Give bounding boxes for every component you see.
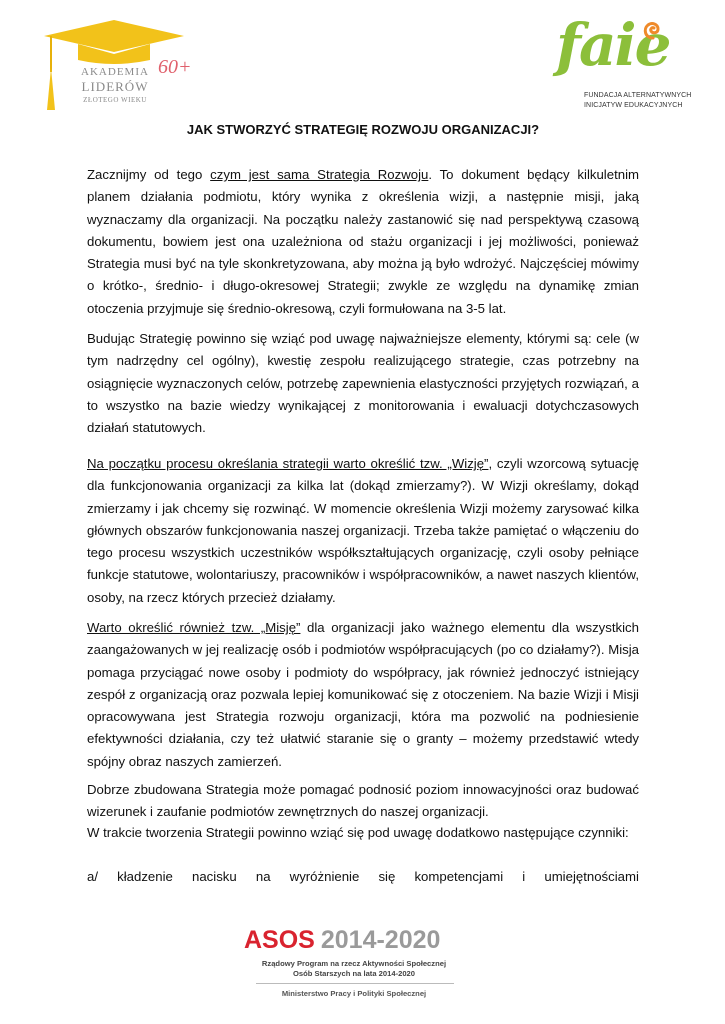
paragraph-text: , czyli wzorcową sytuację dla funkcjonowania organizacji za kilka lat (dokąd zmierzamy?). W Wizji określamy, dokąd zmierzamy i jak chcemy się rozwinąć. W momencie określenia Wizji możemy zarysować kilka głównych obszarów funkcjonowania naszej organizacji. Trzeba także pamiętać o włączeniu do tego procesu wszystkich uczestników współkształtujących organizację, czyli osoby pełniące funkcje statutowe, wolontariuszy, pracowników i współpracowników, a nawet naszych klientów, osoby, na rzecz których przecież działamy. bbox=[87, 456, 639, 605]
asos-wordmark bbox=[244, 928, 440, 953]
word: nacisku bbox=[192, 869, 237, 884]
paragraph-strategy-definition bbox=[87, 164, 639, 320]
document-title: JAK STWORZYĆ STRATEGIĘ ROZWOJU ORGANIZACJI? bbox=[186, 122, 540, 137]
logo-line-zlotego-wieku: ZŁOTEGO WIEKU bbox=[83, 96, 147, 104]
paragraph-text: Zacznijmy od tego bbox=[87, 167, 211, 182]
akademia-liderow-logo bbox=[36, 14, 196, 114]
underlined-phrase: Na początku procesu określania strategii warto określić tzw. „Wizję” bbox=[87, 456, 489, 471]
logo-badge-60: 60+ bbox=[158, 56, 192, 78]
word: umiejętnościami bbox=[544, 869, 639, 884]
faie-subtitle-2: INICJATYW EDUKACYJNYCH bbox=[584, 102, 683, 109]
word: się bbox=[378, 869, 396, 884]
word: kompetencjami bbox=[414, 869, 504, 884]
logo-line-akademia: AKADEMIA bbox=[81, 66, 149, 78]
logo-line-liderow: LIDERÓW bbox=[81, 79, 149, 94]
paragraph-benefits: Dobrze zbudowana Strategia może pomagać podnosić poziom innowacyjności oraz budować wizerunek i zaufanie podmiotów zewnętrznych do naszej organizacji. bbox=[87, 782, 639, 820]
faie-logo bbox=[548, 10, 698, 114]
paragraph-factor-a bbox=[87, 866, 639, 888]
word: na bbox=[255, 869, 271, 884]
word: wyróżnienie bbox=[289, 869, 360, 884]
paragraph-vision bbox=[87, 453, 639, 609]
asos-label: ASOS bbox=[244, 926, 315, 954]
underlined-phrase: czym jest sama Strategia Rozwoju bbox=[210, 167, 429, 182]
paragraph-text: dla organizacji jako ważnego elementu dla wszystkich zaangażowanych w jej realizację osób i podmiotów współpracujących (po co działamy?). Misja pomaga przyciągać nowe osoby i podmioty do współpracy, jak również jednoczyć istniejący zespół z organizacją oraz pozwala lepiej komunikować się z otoczeniem. Na bazie Wizji i Misji opracowywana jest Strategia rozwoju organizacji, która ma pozwolić na podniesienie efektywności działania, czy też ułatwić staranie się o granty – możemy przedstawić wtedy spójny obraz naszych zamierzeń. bbox=[87, 620, 639, 769]
faie-subtitle-1: FUNDACJA ALTERNATYWNYCH bbox=[584, 92, 692, 99]
ministry-name: Ministerstwo Pracy i Polityki Społecznej bbox=[281, 989, 427, 998]
paragraph-factors-intro: W trakcie tworzenia Strategii powinno wziąć się pod uwagę dodatkowo następujące czynniki: bbox=[87, 825, 629, 840]
paragraph-strategy-elements: Budując Strategię powinno się wziąć pod uwagę najważniejsze elementy, którymi są: cele (w tym nadrzędny cel ogólny), kwestię zespołu realizującego strategie, czas potrzebny na osiągnięcie wyznaczonych celów, potrzebę zapewnienia elastyczności przyjętych rozwiązań, a to wszystko na bazie wiedzy wynikającej z monitorowania i ewaluacji dotychczasowych działań statutowych. bbox=[87, 331, 639, 436]
asos-years: 2014-2020 bbox=[320, 926, 441, 954]
asos-program-line-1: Rządowy Program na rzecz Aktywności Społecznej bbox=[261, 959, 447, 968]
paragraph-mission bbox=[87, 617, 639, 773]
asos-program-line-2: Osób Starszych na lata 2014-2020 bbox=[293, 969, 415, 978]
word: kładzenie bbox=[117, 869, 173, 884]
asos-footer-logo bbox=[230, 928, 470, 1008]
word: a/ bbox=[87, 869, 98, 884]
underlined-phrase: Warto określić również tzw. „Misję” bbox=[87, 620, 301, 635]
footer-divider bbox=[256, 983, 454, 984]
factor-a-line bbox=[87, 866, 639, 888]
faie-wordmark: faie bbox=[556, 11, 670, 79]
paragraph-text: . To dokument będący kilkuletnim planem działania podmiotu, który wynika z określenia wizji, a następnie misji, jaką wyznaczamy dla organizacji. Na początku należy zastanowić się nad perspektywą czasową dokumentu, bowiem jest ona uzależniona od stażu organizacji i jej możliwości, ponieważ Strategia musi być na tyle skonkretyzowana, aby można ją było wdrożyć. Najczęściej mówimy o krótko-, średnio- i długo-okresowej Strategii; zwykle ze względu na dynamikę zmian otoczenia przyjmuje się średnio-okresową, czyli formułowana na 3-5 lat. bbox=[87, 167, 639, 316]
word: i bbox=[522, 869, 526, 884]
swirl-icon bbox=[640, 16, 666, 42]
page-header bbox=[0, 0, 725, 120]
